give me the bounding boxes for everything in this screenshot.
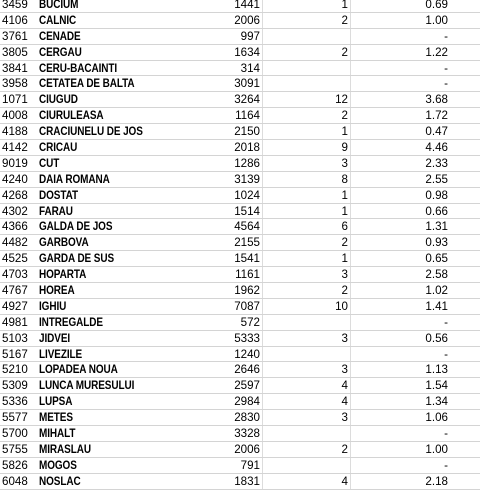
table-row[interactable] [0, 76, 480, 92]
column-divider [262, 378, 263, 393]
table-row[interactable] [0, 140, 480, 156]
cases-cell: 4 [341, 379, 348, 393]
locality-name-cell: MOGOS [39, 458, 77, 472]
locality-code-cell: 3761 [2, 29, 28, 43]
locality-name-cell: GARBOVA [39, 236, 89, 250]
column-divider [350, 61, 351, 76]
locality-name-cell: DAIA ROMANA [39, 172, 110, 186]
population-cell: 1024 [234, 188, 260, 202]
population-cell: 2830 [234, 411, 260, 425]
locality-name-cell: MIRASLAU [39, 442, 91, 456]
locality-code-cell: 4525 [2, 252, 28, 266]
rate-cell: - [444, 77, 448, 91]
locality-name-cell: CUT [39, 156, 60, 170]
cases-cell: 10 [335, 299, 348, 313]
column-divider [350, 13, 351, 28]
locality-name-cell: CALNIC [39, 13, 77, 27]
column-divider [262, 474, 263, 489]
cases-cell: 1 [341, 252, 348, 266]
column-divider [262, 156, 263, 171]
table-row[interactable] [0, 61, 480, 77]
rate-cell: - [444, 347, 448, 361]
rate-cell: 1.41 [425, 299, 448, 313]
population-cell: 4564 [234, 220, 260, 234]
population-cell: 314 [240, 61, 260, 75]
table-row[interactable] [0, 331, 480, 347]
population-cell: 1541 [234, 252, 260, 266]
table-row[interactable] [0, 410, 480, 426]
table-row[interactable] [0, 188, 480, 204]
population-cell: 1634 [234, 45, 260, 59]
table-row[interactable] [0, 267, 480, 283]
population-cell: 791 [240, 458, 260, 472]
column-divider [350, 315, 351, 330]
cases-cell: 3 [341, 411, 348, 425]
locality-code-cell: 4767 [2, 284, 28, 298]
rate-cell: 1.72 [425, 109, 448, 123]
population-cell: 1286 [234, 156, 260, 170]
table-row[interactable] [0, 299, 480, 315]
rate-cell: 2.58 [425, 268, 448, 282]
table-row[interactable] [0, 0, 480, 13]
locality-code-cell: 6048 [2, 474, 28, 488]
locality-name-cell: METES [39, 411, 73, 425]
rate-cell: 1.00 [425, 13, 448, 27]
locality-name-cell: LUNCA MURESULUI [39, 379, 135, 393]
column-divider [262, 299, 263, 314]
locality-name-cell: GARDA DE SUS [39, 252, 115, 266]
cases-cell: 2 [341, 109, 348, 123]
rate-cell: 1.34 [425, 395, 448, 409]
cases-cell: 4 [341, 474, 348, 488]
column-divider [350, 140, 351, 155]
column-divider [350, 410, 351, 425]
locality-code-cell: 4240 [2, 172, 28, 186]
population-cell: 3139 [234, 172, 260, 186]
column-divider [262, 76, 263, 91]
column-divider [262, 172, 263, 187]
rate-cell: - [444, 458, 448, 472]
locality-name-cell: CIUGUD [39, 93, 78, 107]
column-divider [262, 204, 263, 219]
cases-cell: 3 [341, 363, 348, 377]
table-row[interactable] [0, 124, 480, 140]
table-row[interactable] [0, 29, 480, 45]
cases-cell: 2 [341, 13, 348, 27]
locality-name-cell: HOREA [39, 284, 75, 298]
column-divider [262, 124, 263, 139]
rate-cell: 4.46 [425, 141, 448, 155]
column-divider [262, 267, 263, 282]
cases-cell: 1 [341, 125, 348, 139]
population-cell: 1441 [234, 0, 260, 11]
locality-name-cell: IGHIU [39, 299, 67, 313]
locality-name-cell: CRACIUNELU DE JOS [39, 125, 143, 139]
column-divider [262, 410, 263, 425]
locality-code-cell: 5309 [2, 379, 28, 393]
column-divider [350, 45, 351, 60]
locality-name-cell: CRICAU [39, 141, 78, 155]
table-row[interactable] [0, 251, 480, 267]
column-divider [262, 108, 263, 123]
population-cell: 3091 [234, 77, 260, 91]
table-row[interactable] [0, 235, 480, 251]
column-divider [350, 331, 351, 346]
rate-cell: - [444, 427, 448, 441]
locality-name-cell: CENADE [39, 29, 81, 43]
population-cell: 5333 [234, 331, 260, 345]
rate-cell: 1.02 [425, 284, 448, 298]
locality-code-cell: 4188 [2, 125, 28, 139]
locality-code-cell: 4268 [2, 188, 28, 202]
rate-cell: 1.06 [425, 411, 448, 425]
column-divider [350, 299, 351, 314]
rate-cell: 0.65 [425, 252, 448, 266]
cases-cell: 6 [341, 220, 348, 234]
locality-name-cell: INTREGALDE [39, 315, 103, 329]
column-divider [262, 331, 263, 346]
rate-cell: 3.68 [425, 93, 448, 107]
locality-code-cell: 4927 [2, 299, 28, 313]
population-cell: 3328 [234, 427, 260, 441]
population-cell: 2984 [234, 395, 260, 409]
cases-cell: 8 [341, 172, 348, 186]
locality-code-cell: 3841 [2, 61, 28, 75]
cases-cell: 3 [341, 331, 348, 345]
column-divider [262, 458, 263, 473]
rate-cell: 2.33 [425, 156, 448, 170]
column-divider [350, 378, 351, 393]
table-row[interactable] [0, 442, 480, 458]
locality-code-cell: 5755 [2, 442, 28, 456]
column-divider [350, 92, 351, 107]
column-divider [350, 76, 351, 91]
cases-cell: 2 [341, 236, 348, 250]
column-divider [262, 219, 263, 234]
locality-code-cell: 5210 [2, 363, 28, 377]
table-row[interactable] [0, 172, 480, 188]
column-divider [262, 45, 263, 60]
column-divider [262, 426, 263, 441]
population-cell: 1240 [234, 347, 260, 361]
population-cell: 1161 [235, 268, 260, 282]
cases-cell: 3 [341, 268, 348, 282]
cases-cell: 4 [341, 395, 348, 409]
locality-code-cell: 5577 [2, 411, 28, 425]
locality-code-cell: 3459 [2, 0, 28, 11]
locality-code-cell: 4366 [2, 220, 28, 234]
table-row[interactable] [0, 378, 480, 394]
table-row[interactable] [0, 474, 480, 490]
table-row[interactable] [0, 13, 480, 29]
rate-cell: 0.93 [425, 236, 448, 250]
column-divider [350, 458, 351, 473]
rate-cell: 1.00 [425, 442, 448, 456]
column-divider [262, 235, 263, 250]
population-cell: 1514 [234, 204, 260, 218]
column-divider [262, 140, 263, 155]
population-cell: 997 [240, 29, 260, 43]
column-divider [350, 204, 351, 219]
column-divider [350, 172, 351, 187]
column-divider [350, 29, 351, 44]
locality-name-cell: CERGAU [39, 45, 82, 59]
locality-name-cell: LOPADEA NOUA [39, 363, 118, 377]
locality-name-cell: NOSLAC [39, 474, 81, 488]
column-divider [350, 0, 351, 12]
locality-code-cell: 5336 [2, 395, 28, 409]
table-row[interactable] [0, 347, 480, 363]
cases-cell: 1 [341, 0, 348, 11]
rate-cell: 1.22 [425, 45, 448, 59]
population-cell: 1831 [234, 474, 260, 488]
column-divider [262, 394, 263, 409]
cases-cell: 2 [341, 284, 348, 298]
column-divider [350, 474, 351, 489]
column-divider [262, 13, 263, 28]
locality-code-cell: 1071 [2, 93, 28, 107]
population-cell: 2006 [234, 13, 260, 27]
cases-cell: 2 [341, 45, 348, 59]
rate-cell: 2.55 [425, 172, 448, 186]
table-row[interactable] [0, 219, 480, 235]
locality-name-cell: HOPARTA [39, 268, 87, 282]
locality-code-cell: 3958 [2, 77, 28, 91]
rate-cell: - [444, 315, 448, 329]
locality-name-cell: CETATEA DE BALTA [39, 77, 135, 91]
column-divider [350, 108, 351, 123]
rate-cell: 0.47 [425, 125, 448, 139]
table-row[interactable] [0, 426, 480, 442]
population-cell: 2006 [234, 442, 260, 456]
column-divider [350, 267, 351, 282]
rate-cell: 2.18 [425, 474, 448, 488]
rate-cell: 0.98 [425, 188, 448, 202]
rate-cell: 0.66 [425, 204, 448, 218]
locality-code-cell: 5167 [2, 347, 28, 361]
locality-code-cell: 5103 [2, 331, 28, 345]
locality-code-cell: 5826 [2, 458, 28, 472]
population-cell: 1962 [234, 284, 260, 298]
column-divider [262, 315, 263, 330]
population-cell: 2150 [234, 125, 260, 139]
column-divider [262, 92, 263, 107]
column-divider [262, 0, 263, 12]
cases-cell: 2 [341, 442, 348, 456]
locality-code-cell: 4703 [2, 268, 28, 282]
population-cell: 572 [240, 315, 260, 329]
rate-cell: 1.31 [425, 220, 448, 234]
locality-name-cell: LUPSA [39, 395, 73, 409]
table-row[interactable] [0, 45, 480, 61]
column-divider [350, 235, 351, 250]
locality-code-cell: 9019 [2, 156, 28, 170]
rate-cell: - [444, 29, 448, 43]
locality-code-cell: 4142 [2, 141, 28, 155]
locality-name-cell: FARAU [39, 204, 73, 218]
column-divider [350, 219, 351, 234]
population-cell: 2646 [234, 363, 260, 377]
table-row[interactable] [0, 204, 480, 220]
column-divider [262, 442, 263, 457]
population-cell: 7087 [234, 299, 260, 313]
locality-name-cell: JIDVEI [39, 331, 71, 345]
column-divider [350, 283, 351, 298]
column-divider [262, 362, 263, 377]
locality-name-cell: MIHALT [39, 427, 76, 441]
column-divider [262, 283, 263, 298]
population-cell: 2597 [234, 379, 260, 393]
cases-cell: 1 [341, 204, 348, 218]
locality-code-cell: 4008 [2, 109, 28, 123]
table-row[interactable] [0, 394, 480, 410]
table-row[interactable] [0, 156, 480, 172]
table-row[interactable] [0, 362, 480, 378]
population-cell: 1164 [235, 109, 260, 123]
column-divider [262, 188, 263, 203]
column-divider [350, 394, 351, 409]
locality-name-cell: BUCIUM [39, 0, 79, 11]
locality-code-cell: 3805 [2, 45, 28, 59]
locality-code-cell: 4302 [2, 204, 28, 218]
rate-cell: - [444, 61, 448, 75]
column-divider [350, 347, 351, 362]
locality-name-cell: CERU-BACAINTI [39, 61, 118, 75]
column-divider [350, 188, 351, 203]
table-row[interactable] [0, 92, 480, 108]
column-divider [350, 124, 351, 139]
table-row[interactable] [0, 315, 480, 331]
column-divider [350, 251, 351, 266]
column-divider [350, 156, 351, 171]
population-cell: 2155 [234, 236, 260, 250]
cases-cell: 12 [335, 93, 348, 107]
column-divider [262, 251, 263, 266]
locality-code-cell: 5700 [2, 427, 28, 441]
column-divider [350, 442, 351, 457]
column-divider [350, 426, 351, 441]
table-row[interactable] [0, 283, 480, 299]
column-divider [262, 347, 263, 362]
population-cell: 2018 [234, 141, 260, 155]
rate-cell: 0.69 [425, 0, 448, 11]
column-divider [262, 61, 263, 76]
locality-code-cell: 4106 [2, 13, 28, 27]
table-row[interactable] [0, 458, 480, 474]
rate-cell: 1.54 [425, 379, 448, 393]
locality-code-cell: 4482 [2, 236, 28, 250]
locality-name-cell: DOSTAT [39, 188, 78, 202]
cases-cell: 9 [341, 141, 348, 155]
population-cell: 3264 [234, 93, 260, 107]
column-divider [262, 29, 263, 44]
rate-cell: 1.13 [425, 363, 448, 377]
cases-cell: 3 [341, 156, 348, 170]
rate-cell: 0.56 [425, 331, 448, 345]
locality-name-cell: CIURULEASA [39, 109, 104, 123]
table-row[interactable] [0, 108, 480, 124]
cases-cell: 1 [341, 188, 348, 202]
locality-name-cell: GALDA DE JOS [39, 220, 113, 234]
locality-code-cell: 4981 [2, 315, 28, 329]
column-divider [350, 362, 351, 377]
locality-name-cell: LIVEZILE [39, 347, 83, 361]
